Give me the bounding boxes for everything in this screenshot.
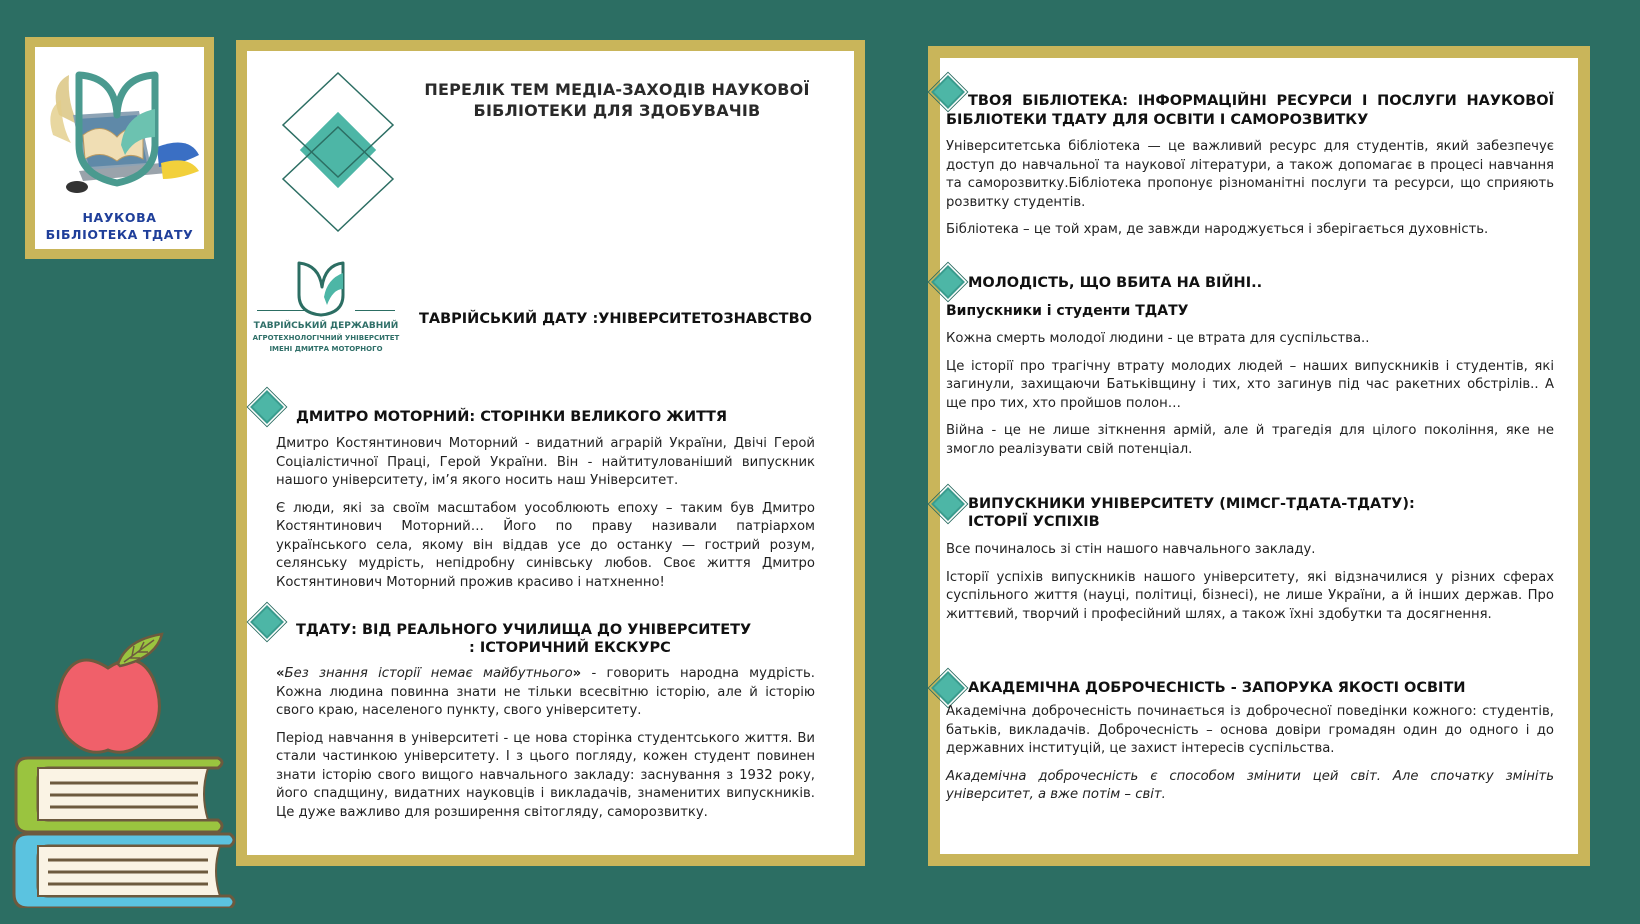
section-heading-library[interactable]: ТВОЯ БІБЛІОТЕКА: ІНФОРМАЦІЙНІ РЕСУРСИ І ПОСЛУГИ НАУКОВОЇ БІБЛІОТЕКИ ТДАТУ ДЛЯ ОСВІТИ І САМОРОЗВИТКУ: [946, 93, 1554, 128]
blue-book-icon: [14, 834, 234, 908]
paragraph: Війна - це не лише зіткнення армій, але й трагедія для цілого покоління, яке не змогло реалізувати свій потенціал.: [946, 423, 1554, 457]
section-body-library: [946, 138, 1554, 240]
section-body-youth: [946, 330, 1554, 459]
section-heading-motornyi[interactable]: ДМИТРО МОТОРНИЙ: СТОРІНКИ ВЕЛИКОГО ЖИТТЯ: [296, 409, 728, 425]
section-subheading-youth: Випускники і студенти ТДАТУ: [946, 303, 1189, 319]
section-body-alumni: [946, 541, 1554, 624]
paragraph: Є люди, які за своїм масштабом уособлюють епоху – таким був Дмитро Костянтинович Моторний… Його по праву називали патріархом українського села, якому він віддав усе до останку — гострий розум, селянську мудрість, непідробну синівську любов. Своє життя Дмитро Костянтинович Моторний прожив красиво і натхненно!: [276, 500, 815, 590]
media-events-list-panel: [236, 40, 865, 866]
quote-rest: - говорить народна мудрість. Кожна людина повинна знати не тільки всесвітню історію, але й історію свого краю, населеного пункту, свого університету.: [276, 666, 815, 718]
library-logo-card: [25, 37, 214, 259]
university-name-line2: АГРОТЕХНОЛОГІЧНИЙ УНІВЕРСИТЕТ: [252, 334, 400, 342]
paragraph: Все починалось зі стін нашого навчального закладу.: [946, 542, 1316, 557]
section-heading-integrity[interactable]: АКАДЕМІЧНА ДОБРОЧЕСНІСТЬ - ЗАПОРУКА ЯКОСТІ ОСВІТИ: [968, 680, 1466, 696]
university-name-line1: ТАВРІЙСЬКИЙ ДЕРЖАВНИЙ: [253, 321, 399, 331]
section-heading-history-line2[interactable]: : ІСТОРИЧНИЙ ЕКСКУРС: [469, 640, 671, 656]
paragraph: Академічна доброчесність починається із доброчесної поведінки кожного: студентів, батьків, викладачів. Доброчесність – основа довіри громадян один до одного і до державних інституцій, це захист інтересів суспільства.: [946, 704, 1554, 756]
paragraph: Університетська бібліотека — це важливий ресурс для студентів, який забезпечує доступ до навчальної та наукової літератури, а також допомагає в процесі навчання та саморозвитку.Бібліотека пропонує різноманітні послуги та ресурси, що сприяють розвитку студентів.: [946, 139, 1554, 210]
apple-books-illustration: [8, 628, 238, 908]
section-body-history: [276, 665, 815, 822]
quote-open-mark: «: [276, 666, 285, 681]
library-logo-icon: [39, 55, 199, 195]
section-body-motornyi: [276, 435, 815, 592]
university-logo-icon: [289, 261, 353, 317]
section-bullet-icon: [245, 385, 289, 429]
quote-text: Без знання історії немає майбутнього: [284, 666, 573, 681]
library-logo-line1: НАУКОВА: [82, 210, 157, 225]
section-heading-youth[interactable]: МОЛОДІСТЬ, ЩО ВБИТА НА ВІЙНІ..: [968, 275, 1263, 291]
section-heading-history-line1[interactable]: ТДАТУ: ВІД РЕАЛЬНОГО УЧИЛИЩА ДО УНІВЕРСИТЕТУ: [296, 622, 752, 638]
section-bullet-icon: [245, 600, 289, 644]
section-heading-alumni-line1[interactable]: ВИПУСКНИКИ УНІВЕРСИТЕТУ (МІМСГ-ТДАТА-ТДАТУ):: [968, 496, 1415, 512]
apple-icon: [57, 634, 162, 752]
logo-divider-left: [257, 310, 305, 311]
university-name-line3: ІМЕНІ ДМИТРА МОТОРНОГО: [269, 345, 383, 353]
section-body-integrity: [946, 703, 1554, 805]
paragraph: Період навчання в університеті - це нова сторінка студентського життя. Ви стали частинкою університету. І з цього погляду, кожен студент повинен знати історію свого вищого навчального закладу: заснування з 1932 року, його спадщину, видатних науковців і викладачів, знаменитих випускників. Це дуже важливо для розширення світогляду, саморозвитку.: [276, 730, 815, 820]
decorative-diamonds-icon: [267, 65, 397, 235]
paragraph: Історії успіхів випускників нашого університету, які відзначилися у різних сферах суспільного життя (науці, політиці, бізнесі), не лише України, а й інших держав. Про життєвий, творчий і професійний шлях, а також їхні здобутки та досягнення.: [946, 569, 1554, 622]
paragraph: Це історії про трагічну втрату молодих людей – наших випускників і студентів, які загинули, захищаючи Батьківщину і тих, хто загинув під час ракетних обстрілів.. А ще про тих, хто пройшов полон…: [946, 358, 1554, 411]
library-topics-panel: [928, 46, 1590, 866]
italic-paragraph: Академічна доброчесність є способом змінити цей світ. Але спочатку змініть університет, а вже потім – світ.: [946, 768, 1554, 802]
paragraph: Бібліотека – це той храм, де завжди народжується і зберігається духовність.: [946, 222, 1489, 237]
paragraph: Кожна смерть молодої людини - це втрата для суспільства..: [946, 331, 1370, 346]
quote-close-mark: »: [572, 666, 582, 681]
section-bullet-icon: [926, 260, 970, 304]
paragraph: Дмитро Костянтинович Моторний - видатний аграрій України, Двічі Герой Соціалістичної Праці, Герой України. Він - найтитулованіший випускник нашого університету, ім’я якого носить наш Університет.: [276, 436, 815, 488]
paragraph: [276, 665, 815, 721]
logo-divider-right: [355, 310, 395, 311]
library-logo-line2: БІБЛІОТЕКА ТДАТУ: [45, 227, 194, 242]
university-studies-heading[interactable]: ТАВРІЙСЬКИЙ ДАТУ :УНІВЕРСИТЕТОЗНАВСТВО: [419, 311, 812, 327]
green-book-icon: [16, 758, 222, 832]
section-bullet-icon: [926, 482, 970, 526]
page-title: ПЕРЕЛІК ТЕМ МЕДІА-ЗАХОДІВ НАУКОВОЇ БІБЛІОТЕКИ ДЛЯ ЗДОБУВАЧІВ: [424, 80, 810, 120]
section-heading-alumni-line2[interactable]: ІСТОРІЇ УСПІХІВ: [968, 514, 1100, 530]
